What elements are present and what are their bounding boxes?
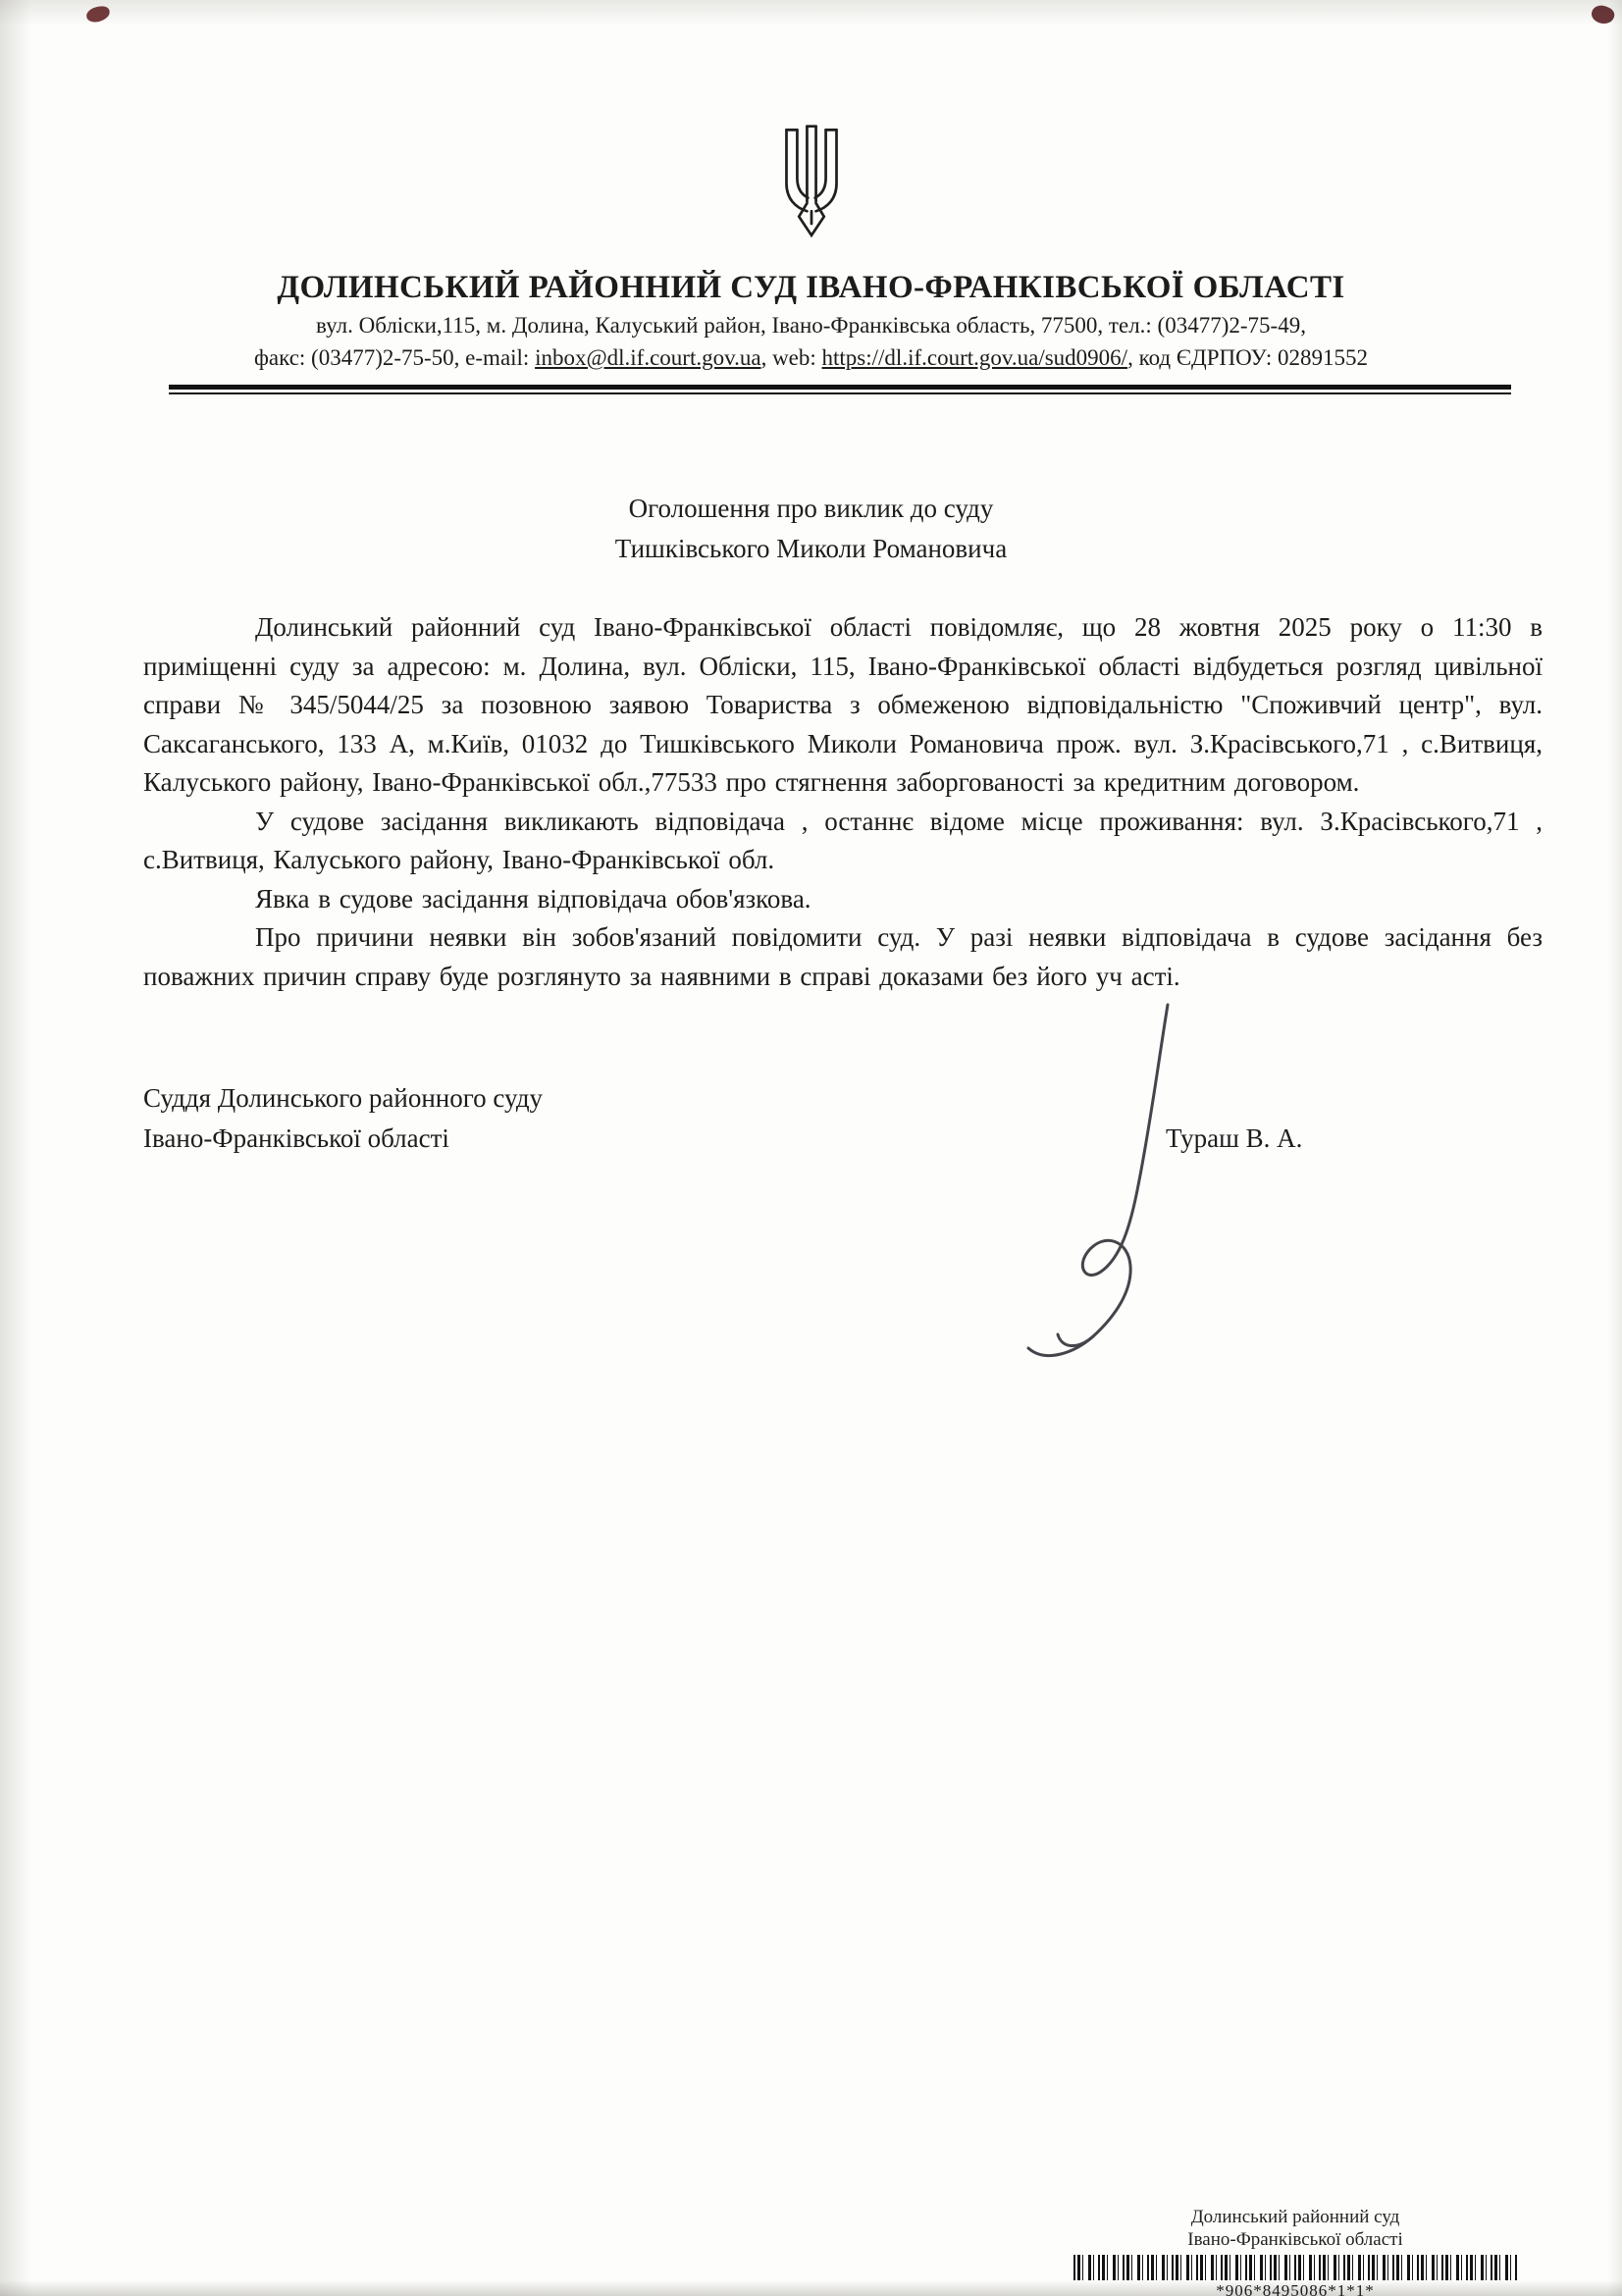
document-barcode: [1073, 2255, 1517, 2280]
court-name-title: ДОЛИНСЬКИЙ РАЙОННИЙ СУД ІВАНО-ФРАНКІВСЬКОЇ ОБЛАСТІ: [277, 270, 1345, 305]
court-web-link: https://dl.if.court.gov.ua/sud0906/: [821, 345, 1128, 370]
body-paragraph-2: У судове засідання викликають відповідача , останнє відоме місце проживання: вул. З.Красівського,71 , с.Витвиця, Калуського району, Івано-Франківської обл.: [143, 806, 1543, 874]
document-footer: [1060, 2206, 1531, 2296]
edrpou-code: , код ЄДРПОУ: 02891552: [1127, 345, 1369, 370]
footer-court-line1: Долинський районний суд: [1190, 2207, 1400, 2227]
handwritten-signature: [1003, 997, 1209, 1370]
court-address-line1: вул. Обліски,115, м. Долина, Калуський район, Івано-Франківська область, 77500, тел.: (03477)2-75-49,: [316, 313, 1306, 338]
announcement-title: [0, 489, 1622, 569]
document-header: [0, 0, 1622, 394]
body-paragraph-1: Долинський районний суд Івано-Франківської області повідомляє, що 28 жовтня 2025 року о 11:30 в приміщенні суду за адресою: м. Долина, вул. Обліски, 115, Івано-Франківської області відбудеться розгляд цивільної справи № 345/5044/25 за позовною заявою Товариства з обмеженою відповідальністю "Споживчий центр", вул. Саксаганського, 133 А, м.Київ, 01032 до Тишківського Миколи Романовича прож. вул. З.Красівського,71 , с.Витвиця, Калуського району, Івано-Франківської обл.,77533 про стягнення заборгованості за кредитним договором.: [143, 612, 1543, 797]
court-email-link: inbox@dl.if.court.gov.ua: [535, 345, 761, 370]
footer-court-line2: Івано-Франківської області: [1187, 2229, 1403, 2250]
barcode-text: *906*8495086*1*1*: [1216, 2281, 1375, 2296]
header-divider-rule: [169, 385, 1511, 394]
judge-title-line1: Суддя Долинського районного суду: [143, 1083, 544, 1113]
announcement-body: [143, 608, 1543, 996]
web-label: , web:: [760, 345, 822, 370]
announcement-title-line2: Тишківського Миколи Романовича: [614, 534, 1008, 563]
body-paragraph-3: Явка в судове засідання відповідача обов'язкова.: [255, 883, 811, 913]
signature-block: [143, 1078, 1543, 1196]
announcement-title-line1: Оголошення про виклик до суду: [628, 494, 994, 523]
ukraine-trident-icon: [771, 114, 852, 253]
court-address-line2: [0, 345, 1622, 371]
judge-title-line2: Івано-Франківської області: [143, 1123, 449, 1153]
body-paragraph-4: Про причини неявки він зобов'язаний повідомити суд. У разі неявки відповідача в судове засідання без поважних причин справу буде розглянуто за наявними в справі доказами без його уч асті.: [143, 922, 1543, 991]
judge-name: Тураш В. А.: [1166, 1123, 1303, 1153]
fax-label: факс: (03477)2-75-50, e-mail:: [253, 345, 536, 370]
